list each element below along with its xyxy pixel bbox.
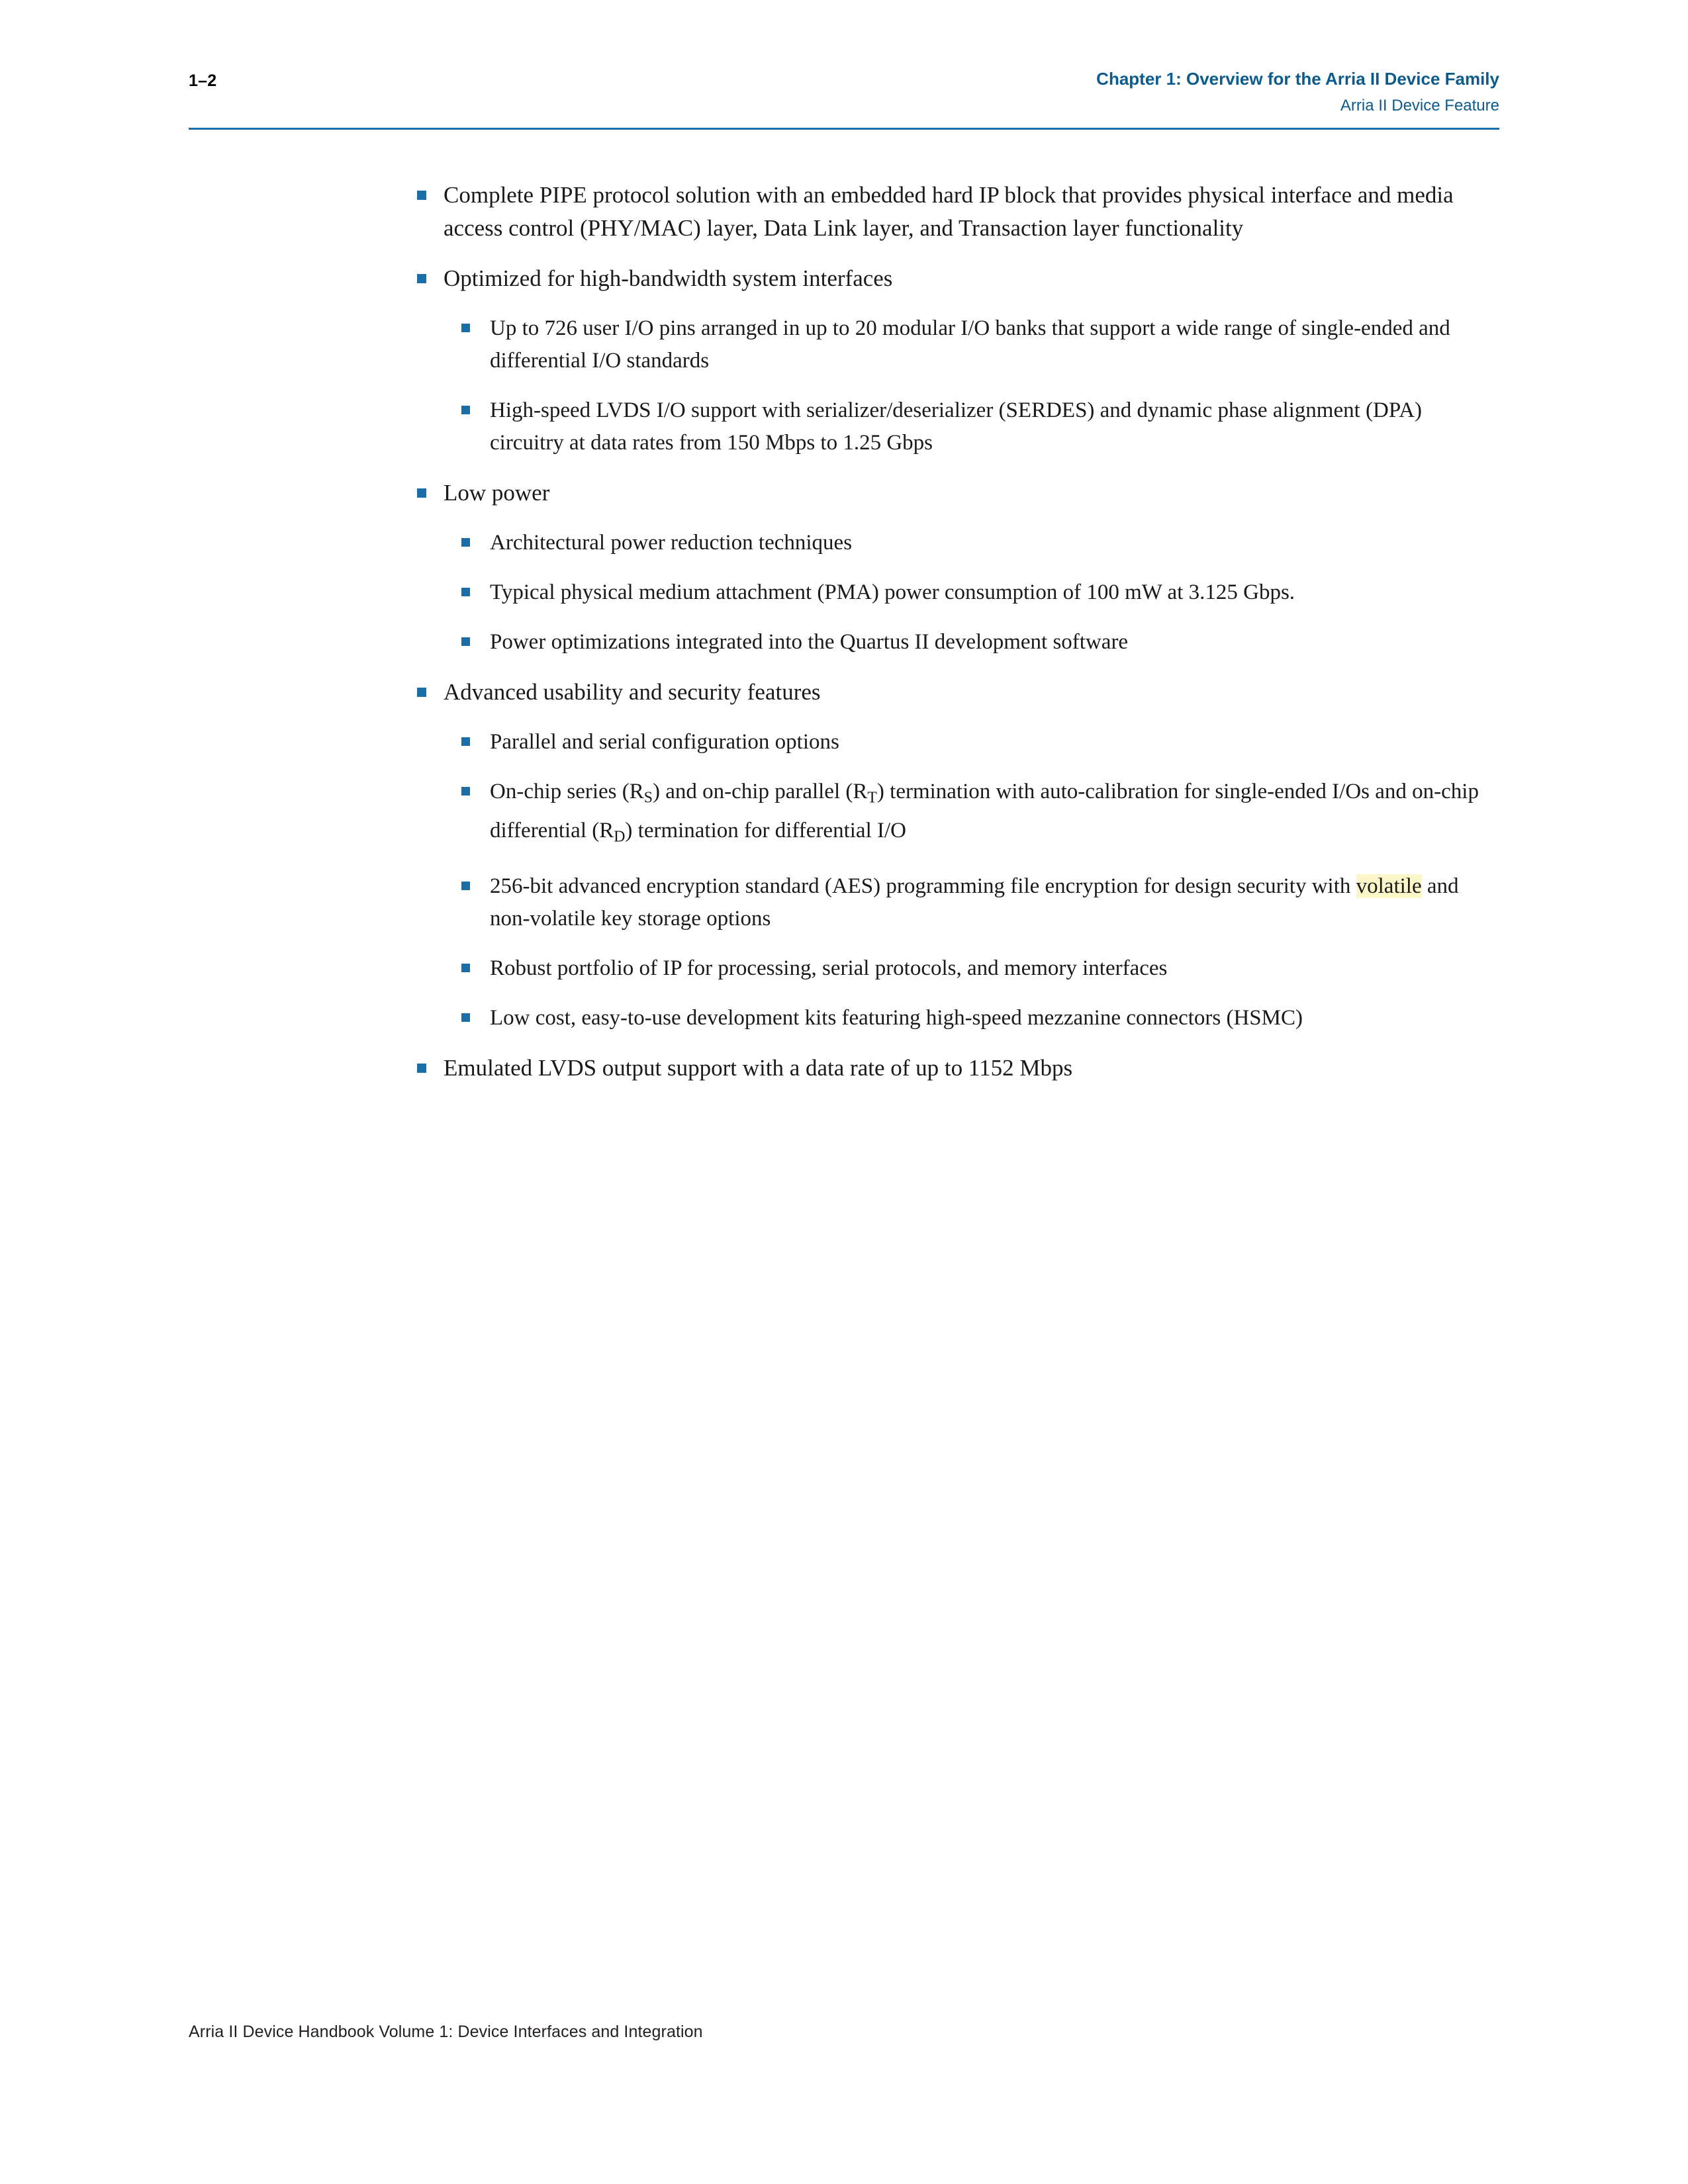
list-item-text: Complete PIPE protocol solution with an embedded hard IP block that provides physical interface and media access control (PHY/MAC) layer, Data Link layer, and Transaction layer functionality [444,182,1454,241]
list-item-text: Optimized for high-bandwidth system interfaces [444,265,893,291]
list-item [189,394,1499,459]
list-item [189,952,1499,985]
list-item-text: High-speed LVDS I/O support with serializer/deserializer (SERDES) and dynamic phase alignment (DPA) circuitry at data rates from 150 Mbps to 1.25 Gbps [490,398,1423,455]
list-item-text: Typical physical medium attachment (PMA) power consumption of 100 mW at 3.125 Gbps. [490,580,1295,604]
list-item-text: Up to 726 user I/O pins arranged in up to 20 modular I/O banks that support a wide range of single-ended and differential I/O standards [490,316,1450,373]
bullet-square-icon [417,488,426,498]
chapter-title: Chapter 1: Overview for the Arria II Device Family [1096,69,1499,89]
list-item-text: Power optimizations integrated into the Quartus II development software [490,630,1129,654]
list-item-text: Emulated LVDS output support with a data rate of up to 1152 Mbps [444,1055,1073,1081]
bullet-square-icon [461,637,470,646]
list-item-text-highlighted: 256-bit advanced encryption standard (AES) programming file encryption for design security with volatile and non-volatile key storage options [490,874,1459,931]
bullet-square-icon [461,1013,470,1022]
bullet-square-icon [461,324,470,332]
list-item-text-rich: On-chip series $(R_S)$ and on-chip parallel $(R_T)$ termination with auto-calibration for single-ended I/Os and on-chip differential $(R_D)$ termination for differential I/O [490,780,1479,846]
bullet-square-icon [461,882,470,890]
section-title: Arria II Device Feature [1340,97,1499,114]
list-item [189,1052,1499,1085]
list-item-text: Architectural power reduction techniques [490,531,853,555]
list-item [189,776,1499,853]
bullet-square-icon [461,406,470,414]
header-divider [189,128,1499,130]
list-item [189,527,1499,559]
content-body [189,179,1499,1102]
bullet-square-icon [461,964,470,972]
page-number: 1–2 [189,71,217,90]
list-item [189,626,1499,659]
page-footer: Arria II Device Handbook Volume 1: Device Interfaces and Integration [189,2023,703,2041]
list-item [189,312,1499,377]
list-item [189,179,1499,245]
list-item-text: Robust portfolio of IP for processing, serial protocols, and memory interfaces [490,956,1168,981]
list-item [189,1002,1499,1034]
bullet-square-icon [417,688,426,697]
list-item-text: Parallel and serial configuration options [490,730,839,754]
bullet-square-icon [417,191,426,200]
bullet-square-icon [461,787,470,796]
list-item-text: Low power [444,480,550,506]
list-item [189,676,1499,709]
list-item [189,576,1499,609]
page-header [189,66,1499,139]
bullet-square-icon [461,737,470,746]
bullet-square-icon [461,588,470,596]
list-item-text: Advanced usability and security features [444,679,821,705]
list-item [189,262,1499,295]
list-item [189,726,1499,758]
list-item [189,870,1499,935]
bullet-square-icon [417,274,426,283]
list-item-text: Low cost, easy-to-use development kits featuring high-speed mezzanine connectors (HSMC) [490,1006,1303,1030]
bullet-square-icon [417,1064,426,1073]
list-item [189,477,1499,510]
bullet-square-icon [461,538,470,547]
